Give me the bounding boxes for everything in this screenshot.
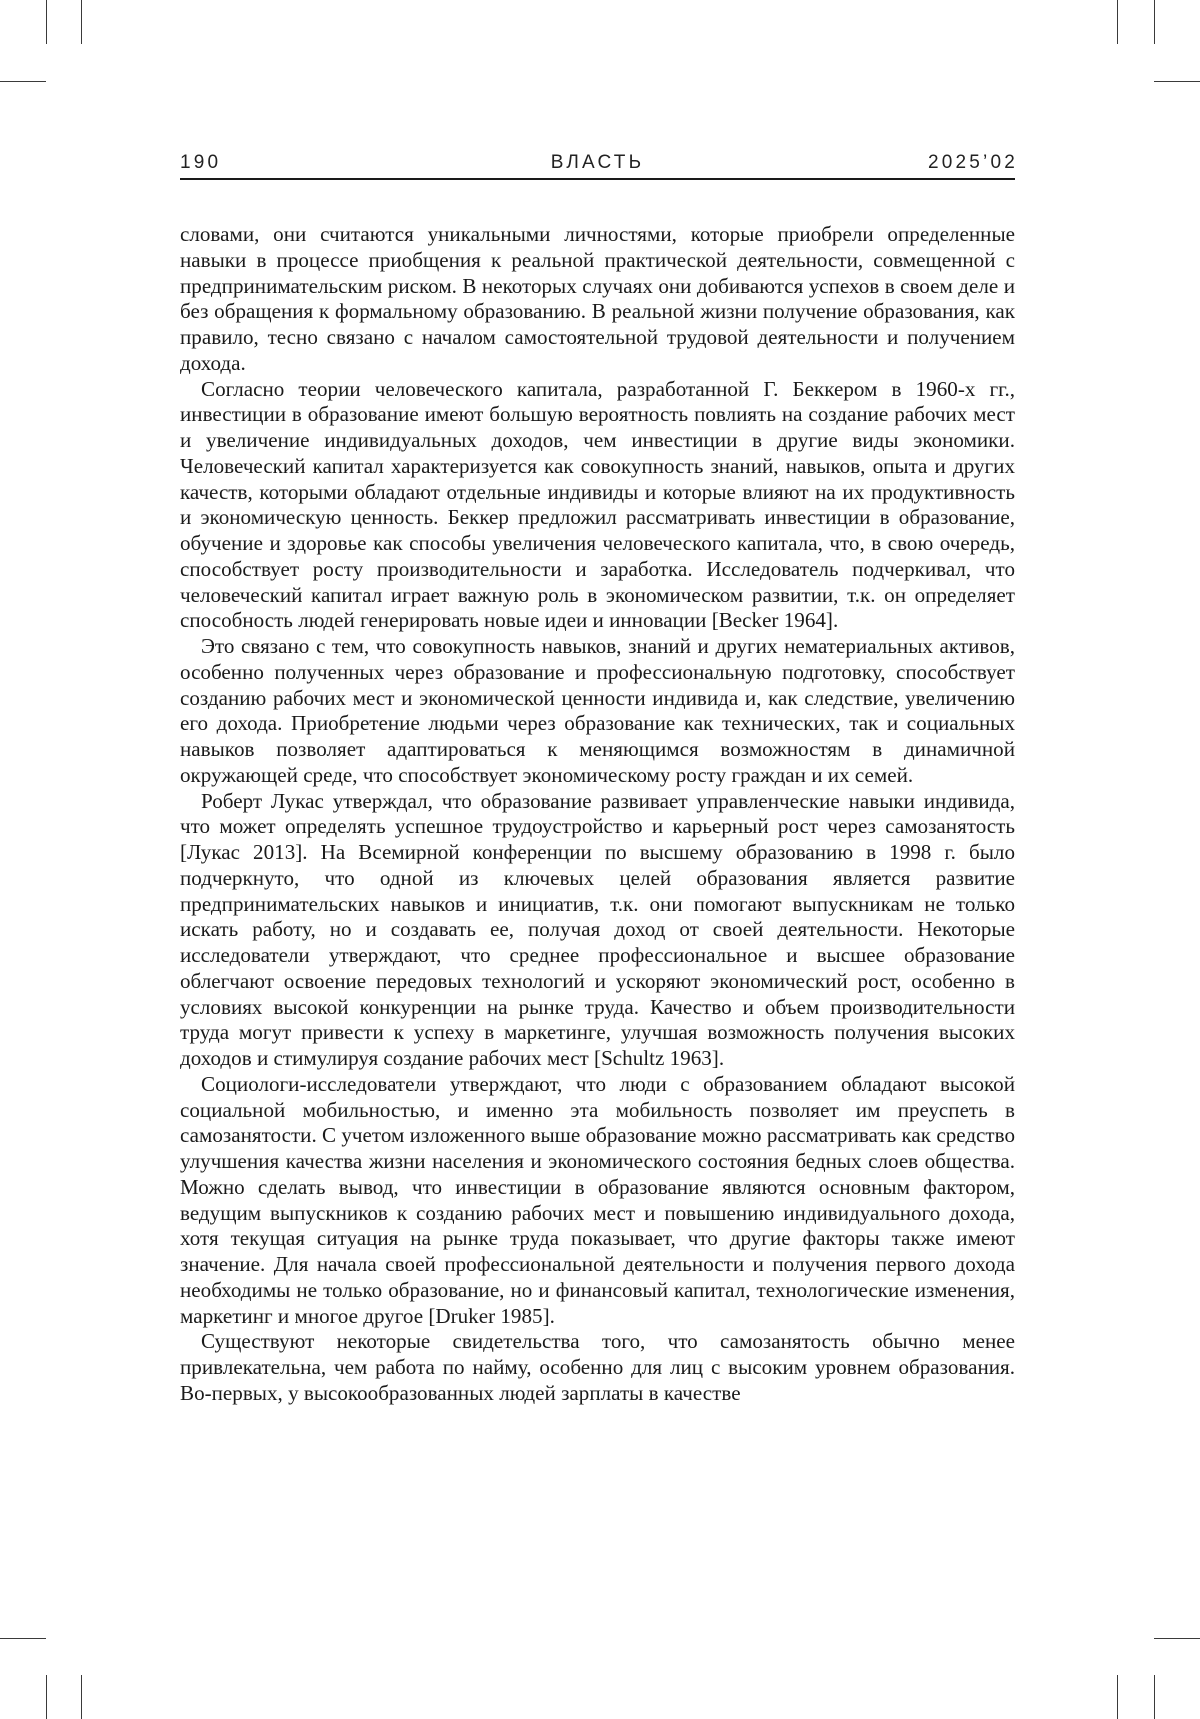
crop-mark-bottom-right-horizontal: [1154, 1638, 1200, 1639]
paragraph-self-employment: Существуют некоторые свидетельства того, что самозанятость обычно менее привлекательна, чем работа по найму, особенно для лиц с высоким уровнем образования. Во-первых, у высокообразованных людей зарплаты в качестве: [180, 1329, 1015, 1405]
crop-mark-top-right-horizontal: [1154, 81, 1200, 82]
paragraph-sociologists: Социологи-исследователи утверждают, что люди с образованием обладают высокой социальной мобильностью, и именно эта мобильность позволяет им преуспеть в самозанятости. С учетом изложенного выше образование можно рассматривать как средство улучшения качества жизни населения и экономического состояния бедных слоев общества. Можно сделать вывод, что инвестиции в образование являются основным фактором, ведущим выпускников к созданию рабочих мест и повышению индивидуального дохода, хотя текущая ситуация на рынке труда показывает, что другие факторы также имеют значение. Для начала своей профессиональной деятельности и получения первого дохода необходимы не только образование, но и финансовый капитал, технологические изменения, маркетинг и многое другое [Druker 1985].: [180, 1071, 1015, 1328]
crop-mark-bottom-right-inner-vertical: [1117, 1675, 1118, 1719]
crop-mark-bottom-left-horizontal: [0, 1638, 46, 1639]
crop-mark-top-left-horizontal: [0, 81, 46, 82]
paragraph-human-capital: Согласно теории человеческого капитала, разработанной Г. Беккером в 1960-х гг., инвестиции в образование имеют большую вероятность повлиять на создание рабочих мест и увеличение индивидуальных доходов, чем инвестиции в другие виды экономики. Человеческий капитал характеризуется как совокупность знаний, навыков, опыта и других качеств, которыми обладают отдельные индивиды и которые влияют на их продуктивность и экономическую ценность. Беккер предложил рассматривать инвестиции в образование, обучение и здоровье как способы увеличения человеческого капитала, что, в свою очередь, способствует росту производительности и заработка. Исследователь подчеркивал, что человеческий капитал играет важную роль в экономическом развитии, т.к. он определяет способность людей генерировать новые идеи и инновации [Becker 1964].: [180, 376, 1015, 633]
crop-mark-top-left-vertical: [46, 0, 47, 44]
issue-number: 2025’02: [927, 152, 1018, 173]
crop-mark-bottom-left-vertical: [46, 1675, 47, 1719]
paragraph-intangible-assets: Это связано с тем, что совокупность навыков, знаний и других нематериальных активов, особенно полученных через образование и профессиональную подготовку, способствует созданию рабочих мест и экономической ценности индивида и, как следствие, увеличению его дохода. Приобретение людьми через образование как технических, так и социальных навыков позволяет адаптироваться к меняющимся возможностям в динамичной окружающей среде, что способствует экономическому росту граждан и их семей.: [180, 634, 1015, 787]
crop-mark-bottom-right-vertical: [1154, 1675, 1155, 1719]
crop-mark-bottom-left-inner-vertical: [81, 1675, 82, 1719]
paragraph-continued: словами, они считаются уникальными личностями, которые приобрели определенные навыки в процессе приобщения к реальной практической деятельности, совмещенной с предпринимательским риском. В некоторых случаях они добиваются успехов в своем деле и без обращения к формальному образованию. В реальной жизни получение образования, как правило, тесно связано с началом самостоятельной трудовой деятельности и получением дохода.: [180, 222, 1015, 375]
crop-mark-top-right-vertical: [1154, 0, 1155, 44]
page-number: 190: [180, 152, 222, 173]
article-body: [180, 222, 1015, 1407]
header-rule: [180, 178, 1015, 180]
paragraph-lucas: Роберт Лукас утверждал, что образование развивает управленческие навыки индивида, что может определять успешное трудоустройство и карьерный рост через самозанятость [Лукас 2013]. На Всемирной конференции по высшему образованию в 1998 г. было подчеркнуто, что одной из ключевых целей образования является развитие предпринимательских навыков и инициатив, т.к. они помогают выпускникам не только искать работу, но и создавать ее, получая доход от своей деятельности. Некоторые исследователи утверждают, что среднее профессиональное и высшее образование облегчают освоение передовых технологий и ускоряют экономический рост, особенно в условиях высокой конкуренции на рынке труда. Качество и объем производительности труда могут привести к успеху в маркетинге, улучшая возможность получения высоких доходов и стимулируя создание рабочих мест [Schultz 1963].: [180, 788, 1015, 1070]
running-head: [180, 150, 1018, 176]
journal-title: ВЛАСТЬ: [550, 152, 645, 173]
crop-mark-top-right-inner-vertical: [1117, 0, 1118, 44]
crop-mark-top-left-inner-vertical: [81, 0, 82, 44]
